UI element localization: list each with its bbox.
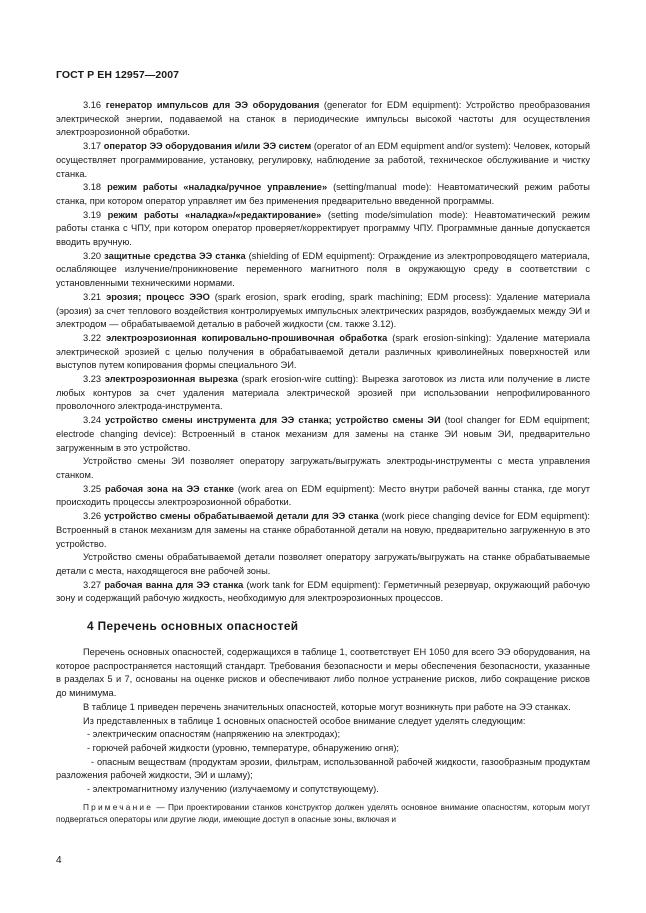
definition-number: 3.20 <box>83 250 102 261</box>
definition-paragraph <box>56 579 590 606</box>
hazard-list-item: - опасным веществам (продуктам эрозии, фильтрам, использованной рабочей жидкости, газообразным продуктам разложения рабочей жидкости, ЭИ и шламу); <box>56 756 590 781</box>
definition-text: (operator of an EDM equipment and/or system): Человек, который осуществляет программирование, установку, регулировку, наблюдение за работой, техническое обслуживание и чистку станка. <box>56 141 591 179</box>
definition-text: (work piece changing device for EDM equipment): Встроенный в станок механизм для замены на станке обработанной детали на новую, предварительно загруженную в это устройство. <box>56 511 590 549</box>
definition-number: 3.21 <box>83 291 102 302</box>
definition-term: режим работы «наладка»/«редактирование» <box>107 209 322 220</box>
definition-text: (work tank for EDM equipment): Герметичный резервуар, окружающий рабочую зону и содержащий рабочую жидкость, необходимую для электроэрозионных процессов. <box>56 579 590 604</box>
definition-text: (tool changer for EDM equipment; electrode changing device): Встроенный в станок механизм для замены на станке ЭИ новым ЭИ, предварительно загруженным в это устройство. <box>56 415 591 453</box>
definition-text: (setting/manual mode): Неавтоматический режим работы станка, при котором оператор управляет им без применения предварительно введенной программы. <box>56 182 590 206</box>
definition-term: режим работы «наладка/ручное управление» <box>107 182 328 193</box>
definition-paragraph <box>56 510 590 551</box>
note-label: Примечание <box>83 801 154 812</box>
definition-term: защитные средства ЭЭ станка <box>104 250 246 261</box>
definition-number: 3.23 <box>83 374 102 385</box>
definition-number: 3.19 <box>83 209 102 220</box>
definition-number: 3.24 <box>83 415 102 426</box>
definition-paragraph <box>56 181 590 208</box>
definitions-list <box>56 99 590 606</box>
definition-paragraph <box>56 455 590 482</box>
definition-number: 3.22 <box>83 332 102 343</box>
section-title: 4 Перечень основных опасностей <box>87 619 299 634</box>
document-body <box>56 99 590 826</box>
definition-number: 3.16 <box>83 100 102 110</box>
definition-paragraph <box>56 551 590 578</box>
page-number: 4 <box>56 855 62 866</box>
document-header: ГОСТ Р ЕН 12957—2007 <box>56 69 180 81</box>
definition-text: Устройство смены обрабатываемой детали позволяет оператору загружать/выгружать на станке обрабатываемые детали с места, находящегося вне рабочей зоны. <box>56 552 590 576</box>
section-paragraph: Перечень основных опасностей, содержащихся в таблице 1, соответствует ЕН 1050 для всего ЭЭ оборудования, на которое распространяется настоящий стандарт. Требования безопасности и меры обеспечения безопасности, указанные в разделах 5 и 7, основаны на оценке рисков и обеспечивают либо полное устранение рисков, либо сокращение рисков до минимума. <box>56 647 590 699</box>
definition-term: рабочая зона на ЭЭ станке <box>105 483 234 494</box>
hazard-list-item: - электрическим опасностям (напряжению на электродах); <box>87 729 341 740</box>
definition-term: электроэрозионная вырезка <box>104 374 238 385</box>
note-text: — При проектировании станков конструктор должен уделять основное внимание опасностям, которым могут подвергаться операторы или другие люди, имеющие доступ в опасные зоны, включая и <box>56 801 590 825</box>
definition-paragraph <box>56 291 590 332</box>
definition-number: 3.25 <box>83 483 102 494</box>
note-paragraph <box>56 801 590 826</box>
section-paragraph: В таблице 1 приведен перечень значительных опасностей, которые могут возникнуть при работе на ЭЭ станках. <box>83 701 571 712</box>
definition-paragraph <box>56 250 590 291</box>
definition-number: 3.18 <box>83 182 102 193</box>
definition-paragraph <box>56 99 590 140</box>
definition-text: (spark erosion-wire cutting): Вырезка заготовок из листа или получение в листе любых контуров за счет удаления материала электрической эрозией при использовании непрофилированного проволочного электрода-инструмента. <box>56 374 590 412</box>
hazard-list-item: - горючей рабочей жидкости (уровню, температуре, обнаружению огня); <box>87 742 400 753</box>
definition-number: 3.27 <box>83 579 102 590</box>
definition-text: (generator for EDM equipment): Устройство преобразования электрической энергии, подаваемой на станок в периодические импульсы высокой частоты для осуществления электроэрозионной обработки. <box>56 100 590 138</box>
definition-term: рабочая ванна для ЭЭ станка <box>104 579 244 590</box>
definition-term: электроэрозионная копировально-прошивочная обработка <box>106 332 388 343</box>
definition-text: (setting mode/simulation mode): Неавтоматический режим работы станка с ЧПУ, при котором оператор проверяет/корректирует программу ЧПУ. Программные данные допускается вводить вручную. <box>56 209 590 248</box>
definition-term: генератор импульсов для ЭЭ оборудования <box>105 100 320 110</box>
definition-term: устройство смены инструмента для ЭЭ станка; устройство смены ЭИ <box>105 415 441 426</box>
definition-paragraph <box>56 373 590 414</box>
definition-paragraph <box>56 140 590 181</box>
definition-text: Устройство смены ЭИ позволяет оператору загружать/выгружать электроды-инструменты с места управления станком. <box>56 456 590 480</box>
hazard-list-item: - электромагнитному излучению (излучаемому и сопутствующему). <box>87 784 379 795</box>
definition-term: оператор ЭЭ оборудования и/или ЭЭ систем <box>103 141 312 152</box>
definition-paragraph <box>56 209 590 250</box>
definition-text: (work area on EDM equipment): Место внутри рабочей ванны станка, где могут происходить процессы электроэрозионной обработки. <box>56 483 590 508</box>
definition-term: эрозия; процесс ЭЭО <box>106 291 210 302</box>
definition-text: (shielding of EDM equipment): Ограждение из электропроводящего материала, ослабляющее излучение/проникновение переменного магнитного поля в окружающую среду в соответствии с установленными техническими нормами. <box>56 250 590 289</box>
definition-number: 3.26 <box>83 511 102 522</box>
definition-text: (spark erosion, spark eroding, spark machining; EDM process): Удаление материала (эрозия) за счет теплового воздействия контролируемых импульсных электрических разрядов, возбуждаемых между ЭИ и электродом — обрабатываемой деталью в рабочей жидкости (см. также 3.12). <box>56 291 591 330</box>
definition-paragraph <box>56 414 590 455</box>
definition-paragraph <box>56 332 590 373</box>
section-paragraph: Из представленных в таблице 1 основных опасностей особое внимание следует уделять следующим: <box>83 715 526 726</box>
definition-number: 3.17 <box>83 141 102 152</box>
definition-text: (spark erosion-sinking): Удаление материала электрической эрозией с целью получения в обрабатываемой детали различных криволинейных поверхностей или выступов путем копирования формы специального ЭИ. <box>56 332 590 371</box>
definition-term: устройство смены обрабатываемой детали для ЭЭ станка <box>104 511 379 522</box>
definition-paragraph <box>56 483 590 510</box>
